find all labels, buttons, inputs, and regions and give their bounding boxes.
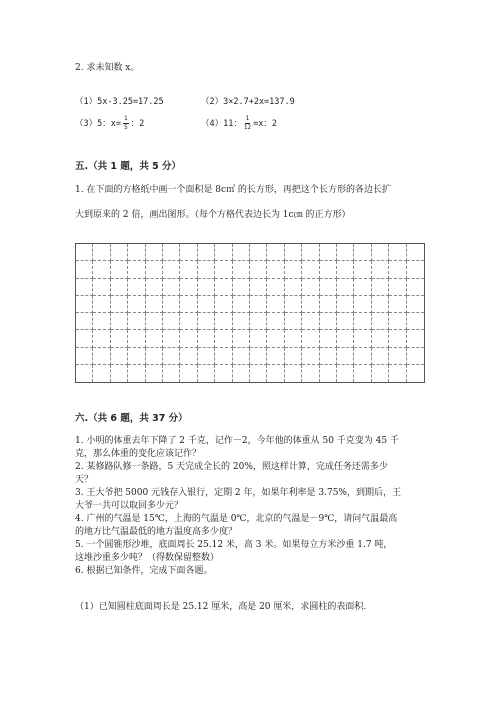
grid-cell[interactable]: [302, 296, 319, 313]
grid-cell[interactable]: [163, 365, 180, 382]
q1-line1: 1. 小明的体重去年下降了 2 千克，记作－2，今年他的体重从 50 千克变为 45 千: [75, 436, 399, 446]
grid-cell[interactable]: [320, 261, 337, 278]
grid-cell[interactable]: [407, 348, 424, 365]
grid-cell[interactable]: [180, 261, 197, 278]
grid-cell[interactable]: [215, 365, 232, 382]
grid-cell[interactable]: [198, 348, 215, 365]
grid-cell[interactable]: [76, 261, 93, 278]
grid-cell[interactable]: [372, 244, 389, 261]
q3-line2: 大爷一共可以取回多少元？: [75, 501, 184, 511]
grid-cell[interactable]: [250, 279, 267, 296]
grid-cell[interactable]: [111, 330, 128, 347]
grid-cell[interactable]: [146, 261, 163, 278]
grid-cell[interactable]: [320, 365, 337, 382]
grid-cell[interactable]: [372, 348, 389, 365]
grid-cell[interactable]: [111, 365, 128, 382]
grid-cell[interactable]: [180, 279, 197, 296]
grid-cell[interactable]: [93, 296, 110, 313]
grid-cell[interactable]: [76, 244, 93, 261]
q2-line2: 天？: [75, 475, 94, 485]
grid-cell[interactable]: [285, 330, 302, 347]
grid-cell[interactable]: [267, 348, 284, 365]
q4-line2: 的地方比气温最低的地方温度高多少度？: [75, 527, 238, 537]
section-5-header: 五.（共 1 题，共 5 分）: [75, 161, 182, 172]
grid-cell[interactable]: [163, 296, 180, 313]
grid-cell[interactable]: [302, 313, 319, 330]
grid-cell[interactable]: [250, 296, 267, 313]
grid-cell[interactable]: [250, 244, 267, 261]
grid-cell[interactable]: [163, 330, 180, 347]
grid-cell[interactable]: [180, 330, 197, 347]
grid-cell[interactable]: [76, 348, 93, 365]
grid-cell[interactable]: [180, 244, 197, 261]
grid-cell[interactable]: [267, 296, 284, 313]
equation-3: [75, 116, 144, 131]
equation-3-fraction: [123, 116, 129, 131]
grid-cell[interactable]: [128, 296, 145, 313]
grid-cell[interactable]: [111, 261, 128, 278]
section-6-header: 六.（共 6 题，共 37 分）: [75, 413, 188, 424]
grid-cell[interactable]: [320, 330, 337, 347]
grid-cell[interactable]: [320, 296, 337, 313]
grid-cell[interactable]: [215, 279, 232, 296]
grid-cell[interactable]: [76, 330, 93, 347]
grid-cell[interactable]: [407, 365, 424, 382]
grid-cell[interactable]: [372, 279, 389, 296]
q1-line2: 克，那么体重的变化应该记作？: [75, 449, 202, 459]
grid-cell[interactable]: [407, 296, 424, 313]
grid-cell[interactable]: [76, 365, 93, 382]
grid-cell[interactable]: [233, 348, 250, 365]
grid-cell[interactable]: [93, 365, 110, 382]
grid-cell[interactable]: [93, 348, 110, 365]
grid-cell[interactable]: [233, 296, 250, 313]
grid-cell[interactable]: [233, 365, 250, 382]
grid-cell[interactable]: [163, 313, 180, 330]
grid-cell[interactable]: [372, 330, 389, 347]
grid-cell[interactable]: [267, 313, 284, 330]
grid-cell[interactable]: [337, 330, 354, 347]
grid-cell[interactable]: [111, 244, 128, 261]
grid-cell[interactable]: [128, 261, 145, 278]
equation-3-right: ：2: [130, 119, 145, 129]
section-5-q1-line2: 大到原来的 2 倍，画出图形。（每个方格代表边长为 1c㎝ 的正方形）: [75, 210, 351, 220]
grid-cell[interactable]: [337, 296, 354, 313]
grid-cell[interactable]: [233, 261, 250, 278]
equation-4-fraction: [244, 116, 251, 131]
grid-cell[interactable]: [302, 244, 319, 261]
grid-cell[interactable]: [128, 348, 145, 365]
grid-cell[interactable]: [146, 313, 163, 330]
grid-cell[interactable]: [198, 313, 215, 330]
grid-cell[interactable]: [337, 313, 354, 330]
grid-cell[interactable]: [285, 313, 302, 330]
grid-cell[interactable]: [215, 261, 232, 278]
grid-cell[interactable]: [146, 348, 163, 365]
grid-cell[interactable]: [407, 261, 424, 278]
q5-line2: 这堆沙重多少吨？（得数保留整数）: [75, 553, 220, 563]
fraction-numerator: 1: [245, 115, 250, 122]
grid-cell[interactable]: [320, 244, 337, 261]
grid-cell[interactable]: [198, 261, 215, 278]
grid-cell[interactable]: [285, 261, 302, 278]
fraction-denominator: 12: [243, 124, 252, 131]
grid-cell[interactable]: [111, 296, 128, 313]
grid-cell[interactable]: [215, 348, 232, 365]
grid-cell[interactable]: [215, 296, 232, 313]
q6-line: 6. 根据已知条件，完成下面各题。: [75, 566, 213, 576]
grid-cell[interactable]: [146, 296, 163, 313]
grid-cell[interactable]: [93, 279, 110, 296]
grid-cell[interactable]: [389, 279, 406, 296]
grid-cell[interactable]: [215, 313, 232, 330]
grid-cell[interactable]: [76, 313, 93, 330]
grid-cell[interactable]: [180, 296, 197, 313]
grid-cell[interactable]: [354, 330, 371, 347]
grid-cell[interactable]: [354, 296, 371, 313]
grid-cell[interactable]: [146, 365, 163, 382]
grid-cell[interactable]: [407, 330, 424, 347]
grid-cell[interactable]: [407, 279, 424, 296]
grid-cell[interactable]: [302, 365, 319, 382]
q4-line1: 4. 广州的气温是 15℃，上海的气温是 0℃，北京的气温是－9℃，请问气温最高: [75, 514, 398, 524]
grid-cell[interactable]: [111, 348, 128, 365]
grid-cell[interactable]: [180, 365, 197, 382]
grid-cell[interactable]: [354, 261, 371, 278]
grid-cell[interactable]: [285, 244, 302, 261]
grid-cell[interactable]: [337, 244, 354, 261]
grid-cell[interactable]: [320, 348, 337, 365]
grid-cell[interactable]: [354, 313, 371, 330]
grid-cell[interactable]: [389, 313, 406, 330]
grid-cell[interactable]: [128, 365, 145, 382]
grid-cell[interactable]: [337, 279, 354, 296]
grid-cell[interactable]: [163, 279, 180, 296]
grid-cell[interactable]: [302, 261, 319, 278]
grid-cell[interactable]: [93, 261, 110, 278]
grid-cell[interactable]: [250, 348, 267, 365]
grid-cell[interactable]: [285, 348, 302, 365]
grid-cell[interactable]: [337, 348, 354, 365]
grid-cell[interactable]: [111, 279, 128, 296]
equation-3-left: （3）5：x=: [75, 119, 121, 129]
grid-cell[interactable]: [285, 279, 302, 296]
grid-cell[interactable]: [285, 365, 302, 382]
grid-cell[interactable]: [372, 365, 389, 382]
grid-cell[interactable]: [389, 348, 406, 365]
q5-line1: 5. 一个圆锥形沙堆，底面周长 25.12 米，高 3 米。如果每立方米沙重 1.7 吨，: [75, 540, 393, 550]
equation-4: [201, 116, 277, 131]
grid-cell[interactable]: [180, 348, 197, 365]
grid-cell[interactable]: [233, 330, 250, 347]
grid-cell[interactable]: [285, 296, 302, 313]
grid-cell[interactable]: [163, 244, 180, 261]
grid-cell[interactable]: [372, 261, 389, 278]
grid-cell[interactable]: [354, 348, 371, 365]
grid-cell[interactable]: [76, 296, 93, 313]
grid-cell[interactable]: [198, 365, 215, 382]
grid-cell[interactable]: [111, 313, 128, 330]
grid-cell[interactable]: [250, 261, 267, 278]
grid-cell[interactable]: [198, 296, 215, 313]
grid-cell[interactable]: [354, 279, 371, 296]
grid-cell[interactable]: [128, 313, 145, 330]
section-5-q1-line1: 1. 在下面的方格纸中画一个面积是 8c㎡ 的长方形，再把这个长方形的各边长扩: [75, 185, 391, 195]
grid-cell[interactable]: [93, 244, 110, 261]
question-2-title: 2. 求未知数 x。: [75, 63, 140, 73]
grid-cell[interactable]: [267, 330, 284, 347]
grid-cell[interactable]: [250, 365, 267, 382]
q3-line1: 3. 王大爷把 5000 元钱存入银行，定期 2 年，如果年利率是 3.75%，到期后，王: [75, 488, 401, 498]
grid-cell[interactable]: [198, 279, 215, 296]
grid-cell[interactable]: [180, 313, 197, 330]
grid-cell[interactable]: [407, 313, 424, 330]
grid-cell[interactable]: [215, 330, 232, 347]
grid-cell[interactable]: [128, 330, 145, 347]
grid-cell[interactable]: [146, 279, 163, 296]
grid-cell[interactable]: [76, 279, 93, 296]
grid-cell[interactable]: [198, 330, 215, 347]
grid-cell[interactable]: [267, 279, 284, 296]
grid-cell[interactable]: [215, 244, 232, 261]
grid-cell[interactable]: [267, 244, 284, 261]
grid-cell[interactable]: [267, 261, 284, 278]
grid-cell[interactable]: [302, 279, 319, 296]
grid-cell[interactable]: [146, 330, 163, 347]
equation-2: （2）3×2.7+2x=137.9: [201, 97, 295, 107]
grid-cell[interactable]: [250, 313, 267, 330]
grid-cell[interactable]: [163, 261, 180, 278]
grid-cell[interactable]: [128, 279, 145, 296]
fraction-denominator: 5: [123, 124, 128, 131]
grid-cell[interactable]: [233, 313, 250, 330]
grid-cell[interactable]: [93, 313, 110, 330]
grid-cell[interactable]: [389, 296, 406, 313]
grid-cell[interactable]: [233, 244, 250, 261]
grid-cell[interactable]: [407, 244, 424, 261]
grid-cell[interactable]: [302, 348, 319, 365]
q6-sub1: （1）已知圆柱底面周长是 25.12 厘米，高是 20 厘米，求圆柱的表面积.: [75, 602, 367, 612]
grid-cell[interactable]: [389, 261, 406, 278]
grid-cell[interactable]: [233, 279, 250, 296]
grid-cell[interactable]: [372, 296, 389, 313]
grid-cell[interactable]: [354, 365, 371, 382]
grid-cell[interactable]: [389, 244, 406, 261]
grid-cell[interactable]: [389, 330, 406, 347]
grid-paper[interactable]: [75, 243, 425, 383]
grid-cell[interactable]: [267, 365, 284, 382]
grid-cell[interactable]: [198, 244, 215, 261]
q2-line1: 2. 某修路队修一条路，5 天完成全长的 20%，照这样计算，完成任务还需多少: [75, 462, 388, 472]
grid-cell[interactable]: [146, 244, 163, 261]
grid-cell[interactable]: [320, 279, 337, 296]
equation-4-left: （4）11：: [201, 119, 242, 129]
equation-1: （1）5x-3.25=17.25: [75, 97, 164, 107]
grid-cell[interactable]: [389, 365, 406, 382]
grid-cell[interactable]: [163, 348, 180, 365]
fraction-numerator: 1: [123, 115, 128, 122]
grid-cell[interactable]: [128, 244, 145, 261]
grid-cell[interactable]: [337, 261, 354, 278]
grid-cell[interactable]: [302, 330, 319, 347]
grid-cell[interactable]: [250, 330, 267, 347]
grid-cell[interactable]: [354, 244, 371, 261]
equation-4-right: =x：2: [253, 119, 277, 129]
grid-cell[interactable]: [372, 313, 389, 330]
grid-cell[interactable]: [337, 365, 354, 382]
grid-cell[interactable]: [320, 313, 337, 330]
grid-cell[interactable]: [93, 330, 110, 347]
